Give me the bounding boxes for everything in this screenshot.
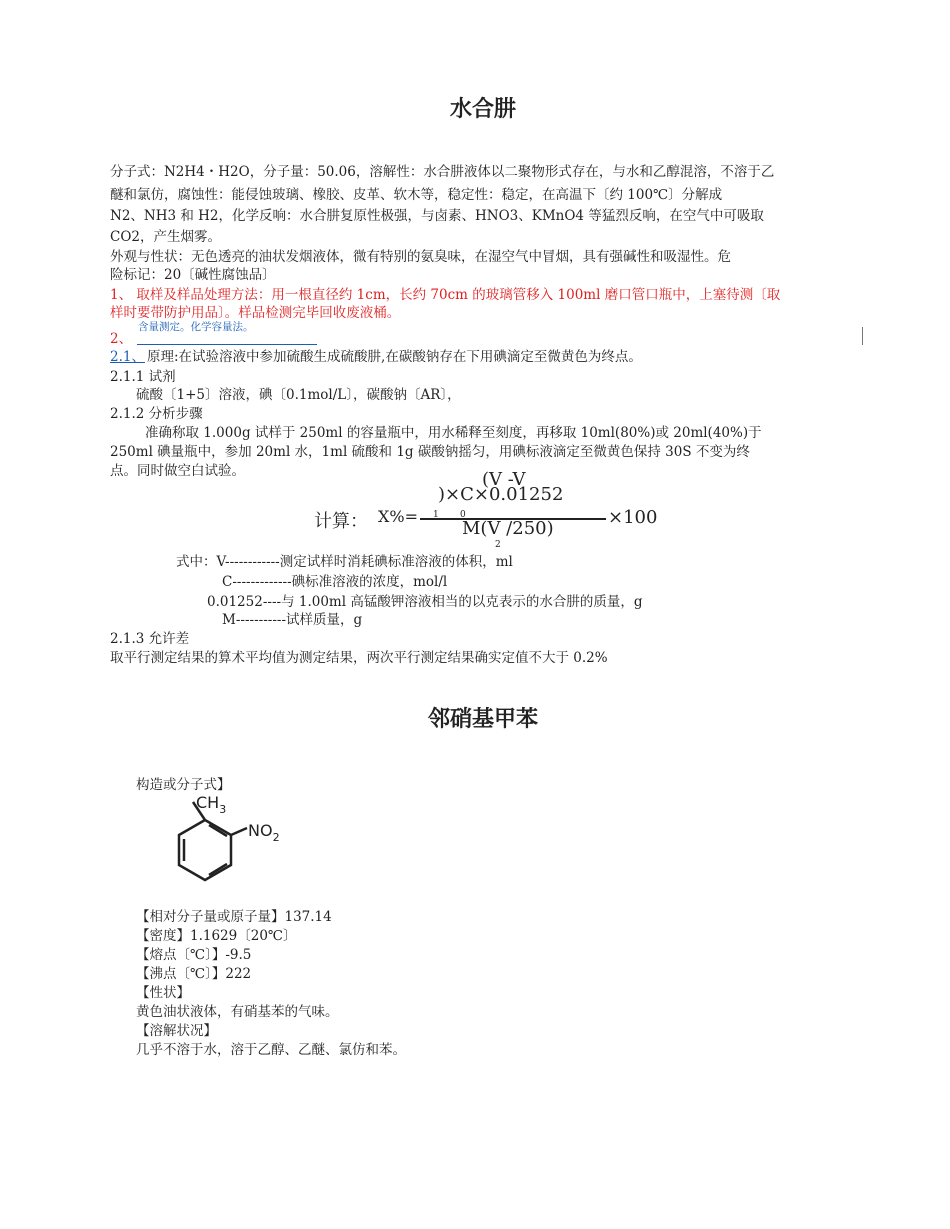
methyl-subscript: 3	[219, 803, 227, 816]
section-2-1-1-heading: 2.1.1 试剂	[110, 369, 176, 385]
item-number-2: 2、	[110, 331, 133, 347]
sampling-instruction-line: 样时要带防护用品〕。样品检测完毕回收废液桶。	[110, 305, 401, 321]
property-line: 黄色油状液体，有硝基苯的气味。	[136, 1004, 339, 1020]
heading-hydrazine-hydrate: 水合肼	[450, 97, 517, 122]
property-line: 【性状】	[136, 985, 190, 1001]
text-line: 险标记：20〔碱性腐蚀品〕	[110, 267, 276, 283]
text-line: 醚和氯仿，腐蚀性：能侵蚀玻璃、橡胶、皮革、软木等，稳定性：稳定，在高温下〔约 100℃〕分解成	[110, 187, 723, 203]
property-line: 【相对分子量或原子量】137.14	[136, 909, 332, 925]
formula-label: 计算：	[314, 511, 368, 532]
section-2-1-3-heading: 2.1.3 允许差	[110, 631, 190, 647]
heading-o-nitrotoluene: 邻硝基甲苯	[428, 707, 539, 732]
formula-lhs: X%=	[378, 507, 418, 526]
text-line: 分子式：N2H4・H2O，分子量：50.06，溶解性：水合肼液体以二聚物形式存在，与水和乙醇混溶，不溶于乙	[110, 164, 775, 180]
formula-subscript-1: 1	[433, 510, 439, 520]
allowance-text: 取平行测定结果的算术平均值为测定结果，两次平行测定结果确实定值不大于 0.2%	[110, 650, 608, 666]
formula-numerator-v-term: (V -V	[482, 469, 526, 490]
text-line: N2、NH3 和 H2，化学反响：水合肼复原性极强，与卤素、HNO3、KMnO4 等猛烈反响，在空气中可吸取	[110, 208, 764, 224]
content-method-note: 含量测定。化学容量法。	[138, 321, 254, 333]
svg-text:NO2	[248, 821, 280, 844]
text-line: 外观与性状：无色透亮的油状发烟液体，微有特别的氨臭味，在湿空气中冒烟，具有强碱性和吸湿性。危	[110, 249, 731, 265]
definition-line: 式中：V------------测定试样时消耗碘标准溶液的体积，ml	[176, 554, 513, 570]
principle-text: 原理:在试验溶液中参加硫酸生成硫酸肼,在碳酸钠存在下用碘滴定至微黄色为终点。	[147, 349, 642, 365]
definition-line: M-----------试样质量，g	[222, 612, 363, 628]
nitro-subscript: 2	[272, 831, 280, 844]
definition-line: 0.01252----与 1.00ml 高锰酸钾溶液相当的以克表示的水合肼的质量，g	[207, 594, 643, 610]
formula-multiplier: ×100	[608, 507, 658, 528]
section-2-1-2-heading: 2.1.2 分析步骤	[110, 406, 203, 422]
property-line: 【熔点〔℃〕】-9.5	[136, 947, 252, 963]
property-line: 几乎不溶于水，溶于乙醇、乙醚、氯仿和苯。	[136, 1042, 406, 1058]
property-line: 【溶解状况】	[136, 1023, 217, 1039]
formula-denominator: M(V /250)	[462, 518, 554, 539]
property-line: 【密度】1.1629〔20℃〕	[136, 928, 297, 944]
definition-line: C-------------碘标准溶液的浓度，mol/l	[222, 574, 448, 590]
property-line: 【沸点〔℃〕】222	[136, 966, 252, 982]
procedure-line: 准确称取 1.000g 试样于 250ml 的容量瓶中，用水稀释至刻度，再移取 10ml(80%)或 20ml(40%)于	[145, 425, 762, 441]
formula-numerator: )×C×0.01252	[438, 484, 564, 505]
sampling-instruction-line: 1、 取样及样品处理方法：用一根直径约 1cm，长约 70cm 的玻璃管移入 100ml 磨口管口瓶中，上塞待测〔取	[110, 287, 781, 303]
formula-subscript-2: 2	[495, 540, 501, 550]
procedure-line: 点。同时做空白试验。	[110, 463, 245, 479]
formula-subscript-0: 0	[460, 510, 466, 520]
margin-marker	[862, 327, 863, 345]
section-number-2-1: 2.1、	[110, 349, 145, 365]
procedure-line: 250ml 碘量瓶中，参加 20ml 水，1ml 硫酸和 1g 碳酸钠摇匀，用碘标液滴定至微黄色保持 30S 不变为终	[110, 444, 750, 460]
structure-label: 构造或分子式】	[136, 777, 231, 793]
nitro-label: NO	[248, 821, 273, 840]
methyl-label: CH	[196, 793, 220, 812]
o-nitrotoluene-structure	[160, 790, 300, 900]
underline-rule	[137, 344, 317, 345]
reagents-text: 硫酸〔1+5〕溶液，碘〔0.1mol/L〕，碳酸钠〔AR〕，	[136, 387, 461, 403]
text-line: CO2，产生烟雾。	[110, 229, 221, 245]
